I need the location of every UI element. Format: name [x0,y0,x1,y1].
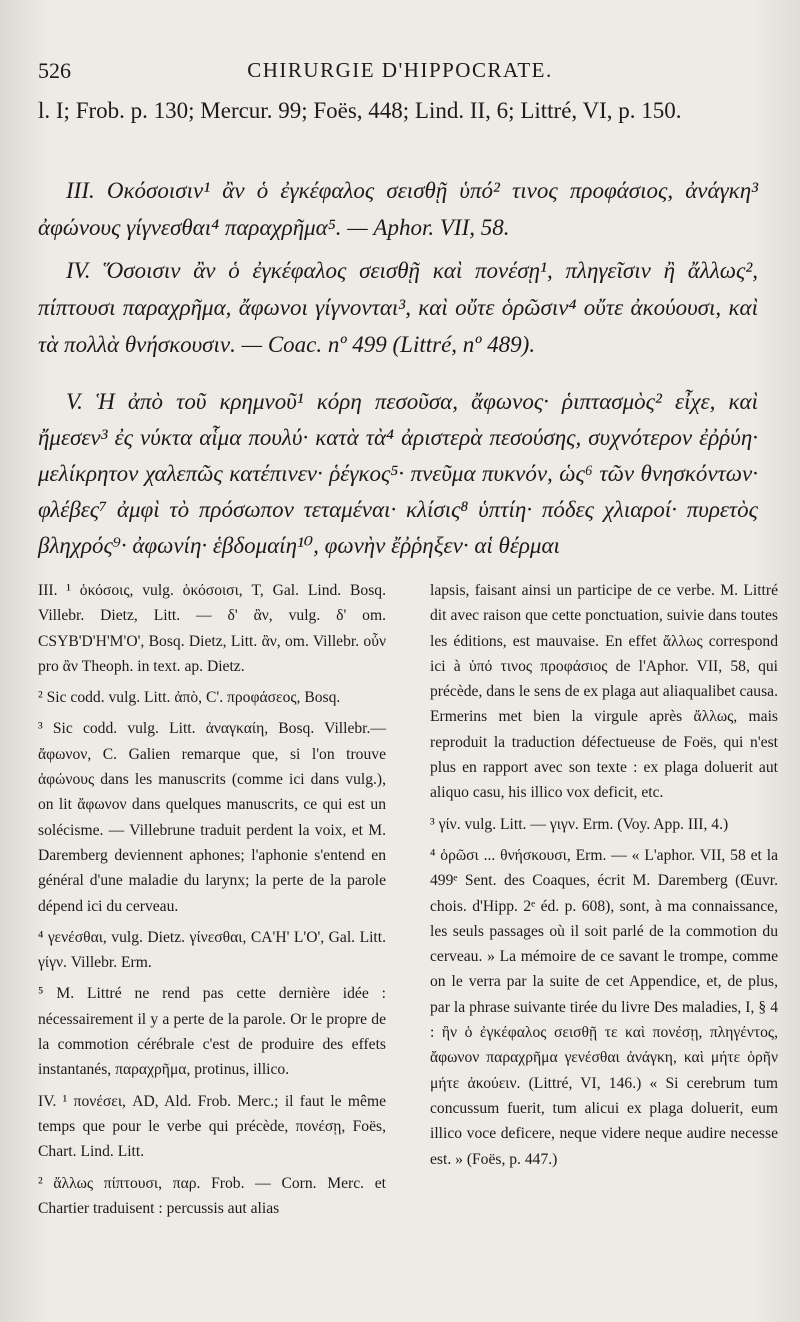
footnote: ⁴ γενέσθαι, vulg. Dietz. γίνεσθαι, CA'H' L'O', Gal. Litt. γίγν. Villebr. Erm. [38,928,386,972]
footnotes-left-column [38,578,386,1227]
reference-line: l. I; Frob. p. 130; Mercur. 99; Foës, 448; Lind. II, 6; Littré, VI, p. 150. [38,98,682,123]
section-iii: III. Οκόσοισιν¹ ἂν ὁ ἐγκέφαλος σεισθῇ ὑπό² τινος προφάσιος, ἀνάγκη³ ἀφώνους γίγνεσθαι⁴ παραχρῆμα⁵. — Aphor. VII, 58. [38,178,758,240]
reference-line-block [38,92,758,129]
section-v-block [38,384,758,564]
page-number: 526 [38,58,71,83]
footnote: ³ γίν. vulg. Litt. — γιγν. Erm. (Voy. App. III, 4.) [430,815,729,833]
footnote: ² Sic codd. vulg. Litt. ἀπὸ, C'. προφάσεος, Bosq. [38,689,341,707]
footnote: lapsis, faisant ainsi un participe de ce verbe. M. Littré dit avec raison que cette ponctuation, suivie dans toutes les éditions, est mauvaise. En effet ἄλλως correspond ici à ὑπό τινος προφάσιος de l'Aphor. VII, 58, qui précède, dans le sens de ex plaga aut aliaqualibet causa. Ermerins met bien la virgule après ἄλλως, mais reproduit la traduction défectueuse de Foës, qui n'est plus en rapport avec son texte : ex plaga doluerit aut aliquo casu, his illico vox deficit, etc. [430,582,778,802]
section-iv: IV. Ὅσοισιν ἂν ὁ ἐγκέφαλος σεισθῇ καὶ πονέσῃ¹, πληγεῖσιν ἢ ἄλλως², πίπτουσι παραχρῆμα, ἄφωνοι γίγνονται³, καὶ οὔτε ὁρῶσιν⁴ οὔτε ἀκούουσι, καὶ τὰ πολλὰ θνήσκουσιν. — Coac. nº 499 (Littré, nº 489). [38,258,758,357]
footnotes-right-column [430,578,778,1178]
section-iii-block [38,172,758,246]
footnote: ² ἄλλως πίπτουσι, παρ. Frob. — Corn. Merc. et Chartier traduisent : percussis aut alias [38,1174,386,1217]
running-title: CHIRURGIE D'HIPPOCRATE. [247,58,553,82]
footnote: IV. ¹ πονέσει, AD, Ald. Frob. Merc.; il faut le même temps que pour le verbe qui précède, πονέσῃ, Foës, Chart. Lind. Litt. [38,1092,386,1161]
footnote: ⁵ M. Littré ne rend pas cette dernière idée : nécessairement il y a perte de la parole. Or le propre de la commotion cérébrale c'est de produire des effets instantanés, παραχρῆμα, protinus, illico. [38,985,386,1079]
section-iv-block [38,252,758,363]
footnote: III. ¹ ὁκόσοις, vulg. ὁκόσοισι, T, Gal. Lind. Bosq. Villebr. Dietz, Litt. — δ' ἂν, vulg. δ' om. CSYB'D'H'M'O', Bosq. Dietz, Litt. ἂν, om. Villebr. οὖν pro ἂν Theoph. in text. ap. Dietz. [38,582,386,675]
notes-separator [38,570,758,571]
footnote: ³ Sic codd. vulg. Litt. ἀναγκαίη, Bosq. Villebr.—ἄφωνον, C. Galien remarque que, si l'on trouve ἀφώνους dans les manuscrits (comme ici dans vulg.), on lit ἄφωνον dans quelques manuscrits, ce qui est un solécisme. — Villebrune traduit perdent la voix, et M. Daremberg deviennent aphones; l'aphonie s'entend en général d'une maladie du larynx; la perte de la parole dépend ici du cerveau. [38,720,386,915]
footnote: ⁴ ὁρῶσι ... θνήσκουσι, Erm. — « L'aphor. VII, 58 et la 499ᵉ Sent. des Coaques, écrit M. Daremberg (Œuvr. chois. d'Hipp. 2ᵉ éd. p. 608), sont, à ma connaissance, les seuls passages où il soit parlé de la commotion du cerveau. » La mémoire de ce savant le trompe, comme on le verra par la suite de cet Appendice, et, de plus, par la phrase suivante tirée du livre Des maladies, I, § 4 : ἢν ὁ ἐγκέφαλος σεισθῇ τε καὶ πονέσῃ, πληγέντος, ἄφωνον παραχρῆμα γενέσθαι ἀνάγκη, καὶ μήτε ὁρῆν μήτε ἀκούειν. (Littré, VI, 146.) « Si cerebrum tum concussum fuerit, tum alicui ex plaga doluerit, eum illico voce deficere, neque videre neque audire necesse est. » (Foës, p. 447.) [430,846,778,1168]
page-header [38,58,762,88]
section-v: V. Ἡ ἀπὸ τοῦ κρημνοῦ¹ κόρη πεσοῦσα, ἄφωνος· ῥιπτασμὸς² εἶχε, καὶ ἤμεσεν³ ἐς νύκτα αἷμα πουλύ· κατὰ τὰ⁴ ἀριστερὰ πεσούσης, συχνότερον ἐῤῥύη· μελίκρητον χαλεπῶς κατέπινεν· ῥέγκος⁵· πνεῦμα πυκνόν, ὡς⁶ τῶν θνησκόντων· φλέβες⁷ ἀμφὶ τὸ πρόσωπον τεταμέναι· κλίσις⁸ ὑπτίη· πόδες χλιαροί· πυρετὸς βληχρός⁹· ἀφωνίη· ἑβδομαίη¹⁰, φωνὴν ἔῤῥηξεν· αἱ θέρμαι [38,389,758,558]
footnotes [38,578,778,1308]
